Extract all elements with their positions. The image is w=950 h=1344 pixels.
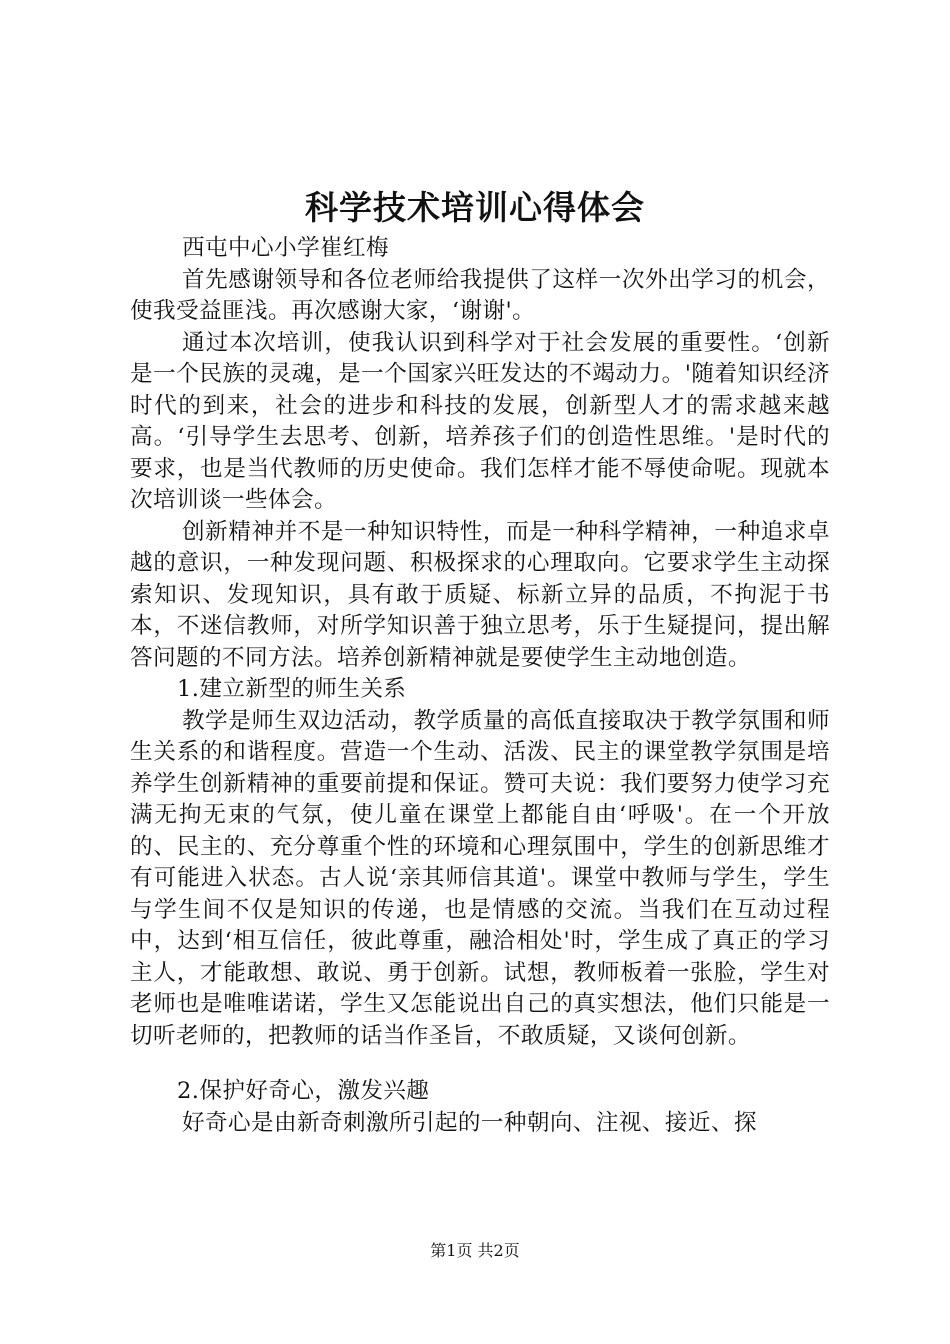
paragraph-spacer — [130, 1052, 830, 1076]
section-2-paragraph: 好奇心是由新奇刺激所引起的一种朝向、注视、接近、探 — [182, 1109, 757, 1136]
section-1-paragraph: 教学是师生双边活动，教学质量的高低直接取决于教学氛围和师生关系的和谐程度。营造一个生动、活泼、民主的课堂教学氛围是培养学生创新精神的重要前提和保证。赞可夫说：我们要努力使学习充满无拘无束的气氛，使儿童在课堂上都能自由‘呼吸'。在一个开放的、民主的、充分尊重个性的环境和心理氛围中，学生的创新思维才有可能进入状态。古人说‘亲其师信其道'。课堂中教师与学生，学生与学生间不仅是知识的传递，也是情感的交流。当我们在互动过程中，达到‘相互信任，彼此尊重，融洽相处'时，学生成了真正的学习主人，才能敢想、敢说、勇于创新。试想，教师板着一张脸，学生对老师也是唯唯诺诺，学生又怎能说出自己的真实想法，他们只能是一切听老师的，把教师的话当作圣旨，不敢质疑，又谈何创新。 — [130, 707, 830, 1049]
document-body — [130, 233, 830, 1139]
document-title: 科学技术培训心得体会 — [305, 188, 645, 227]
paragraph-training-importance: 通过本次培训，使我认识到科学对于社会发展的重要性。‘创新是一个民族的灵魂，是一个国家兴旺发达的不竭动力。'随着知识经济时代的到来，社会的进步和科技的发展，创新型人才的需求越来越高。‘引导学生去思考、创新，培养孩子们的创造性思维。'是时代的要求，也是当代教师的历史使命。我们怎样才能不辱使命呢。现就本次培训谈一些体会。 — [130, 329, 830, 513]
paragraph-thanks: 首先感谢领导和各位老师给我提供了这样一次外出学习的机会，使我受益匪浅。再次感谢大家，‘谢谢'。 — [130, 266, 830, 324]
page-number-footer: 第1页 共2页 — [430, 1241, 520, 1260]
author-line: 西屯中心小学崔红梅 — [182, 235, 389, 261]
paragraph-innovation-spirit: 创新精神并不是一种知识特性，而是一种科学精神，一种追求卓越的意识，一种发现问题、积极探求的心理取向。它要求学生主动探索知识、发现知识，具有敢于质疑、标新立异的品质，不拘泥于书本，不迷信教师，对所学知识善于独立思考，乐于生疑提问，提出解答问题的不同方法。培养创新精神就是要使学生主动地创造。 — [130, 518, 830, 671]
section-heading-1: 1.建立新型的师生关系 — [177, 676, 407, 702]
section-heading-2: 2.保护好奇心，激发兴趣 — [177, 1078, 430, 1104]
